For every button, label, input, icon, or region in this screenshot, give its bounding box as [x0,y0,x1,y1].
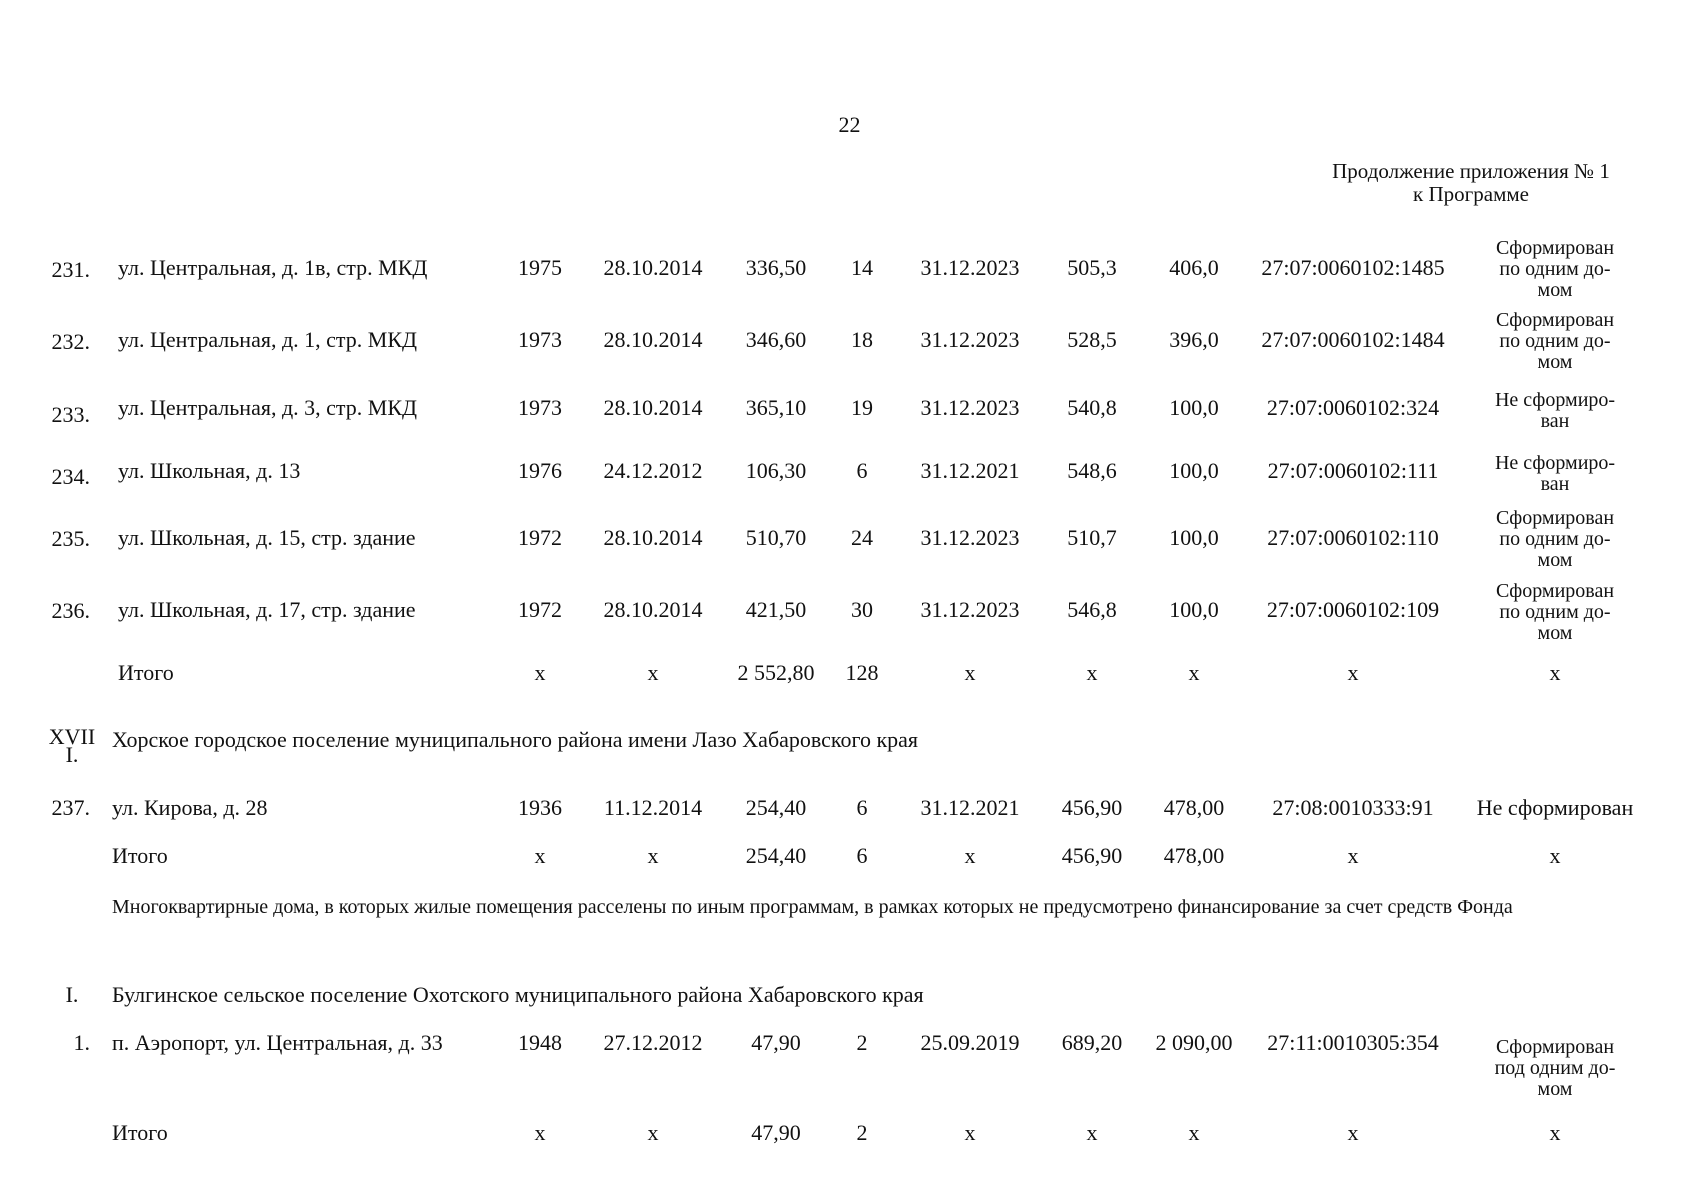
row-address: ул. Кирова, д. 28 [112,795,268,820]
row-year: 1948 [518,1030,562,1055]
row-cadastre: 27:07:0060102:111 [1267,458,1439,483]
row-date: 28.10.2014 [603,395,703,420]
row-status-line: по одним до- [1499,330,1611,352]
total-date: x [647,1120,659,1145]
row-address: п. Аэропорт, ул. Центральная, д. 33 [112,1030,443,1055]
appendix-line-1: Продолжение приложения № 1 [1332,159,1610,183]
row-status-line: мом [1537,279,1573,301]
row-v2: 100,0 [1169,458,1219,483]
total-v1: x [1086,1120,1098,1145]
row-people: 14 [851,255,873,280]
total-year: x [534,660,546,685]
row-area: 510,70 [745,525,807,550]
row-people: 24 [851,525,873,550]
row-v2: 396,0 [1169,327,1219,352]
row-year: 1973 [518,327,562,352]
total-deadline: x [964,660,976,685]
total-date: x [647,843,659,868]
total-area: 47,90 [751,1120,801,1145]
row-cadastre: 27:07:0060102:1485 [1261,255,1445,280]
row-number: 237. [51,795,90,820]
row-v1: 548,6 [1067,458,1117,483]
section-title: Хорское городское поселение муниципального района имени Лазо Хабаровского края [112,727,919,752]
row-status-line: Не сформиро- [1494,389,1616,411]
row-v2: 2 090,00 [1155,1030,1233,1055]
total-area: 2 552,80 [737,660,815,685]
row-number: 236. [51,598,90,623]
row-area: 254,40 [745,795,807,820]
page-number: 22 [838,112,861,137]
total-v1: 456,90 [1061,843,1123,868]
total-cadastre: x [1347,660,1359,685]
total-v2: x [1188,660,1200,685]
row-deadline: 31.12.2023 [920,597,1020,622]
appendix-header [1301,160,1641,206]
row-area: 336,50 [745,255,807,280]
row-year: 1972 [518,597,562,622]
row-status-line: мом [1537,622,1573,644]
total-cadastre: x [1347,843,1359,868]
row-status [1495,1037,1616,1100]
total-cadastre: x [1347,1120,1359,1145]
row-status-line: Сформирован [1495,580,1615,602]
row-v1: 456,90 [1061,795,1123,820]
row-deadline: 31.12.2023 [920,255,1020,280]
row-address: ул. Центральная, д. 1, стр. МКД [118,327,418,352]
row-people: 30 [851,597,873,622]
row-status-line: Сформирован [1495,1036,1615,1058]
row-status-line: Не сформиро- [1494,452,1616,474]
total-v2: 478,00 [1163,843,1225,868]
row-year: 1972 [518,525,562,550]
section-number [48,724,96,767]
total-status: x [1549,843,1561,868]
row-people: 6 [856,458,868,483]
total-people: 2 [856,1120,868,1145]
row-v2: 478,00 [1163,795,1225,820]
row-area: 421,50 [745,597,807,622]
row-v1: 540,8 [1067,395,1117,420]
row-v2: 406,0 [1169,255,1219,280]
total-label: Итого [112,843,168,868]
total-v1: x [1086,660,1098,685]
row-people: 18 [851,327,873,352]
total-status: x [1549,1120,1561,1145]
row-people: 2 [856,1030,868,1055]
row-v2: 100,0 [1169,597,1219,622]
row-address: ул. Школьная, д. 13 [118,458,301,483]
row-status [1496,238,1614,301]
row-address: ул. Школьная, д. 15, стр. здание [118,525,416,550]
row-year: 1975 [518,255,562,280]
row-number: 234. [51,464,90,489]
row-date: 28.10.2014 [603,525,703,550]
total-label: Итого [118,660,174,685]
total-deadline: x [964,843,976,868]
row-v1: 689,20 [1061,1030,1123,1055]
row-date: 24.12.2012 [603,458,703,483]
row-v2: 100,0 [1169,525,1219,550]
total-deadline: x [964,1120,976,1145]
section-title: Булгинское сельское поселение Охотского муниципального района Хабаровского края [112,982,924,1007]
row-address: ул. Школьная, д. 17, стр. здание [118,597,416,622]
row-status-line: мом [1537,1078,1573,1100]
total-v2: x [1188,1120,1200,1145]
row-year: 1936 [518,795,562,820]
note-text: Многоквартирные дома, в которых жилые помещения расселены по иным программам, в рамках которых не предусмотрено финансирование за счет средств Фонда [112,896,1513,918]
row-v2: 100,0 [1169,395,1219,420]
row-date: 28.10.2014 [603,255,703,280]
row-date: 28.10.2014 [603,327,703,352]
section-number-line: I. [65,742,79,767]
total-status: x [1549,660,1561,685]
row-status [1496,581,1614,644]
row-number: 235. [51,526,90,551]
row-cadastre: 27:11:0010305:354 [1267,1030,1439,1055]
total-label: Итого [112,1120,168,1145]
row-status: Не сформирован [1476,795,1634,820]
row-area: 47,90 [751,1030,801,1055]
row-number: 232. [51,329,90,354]
row-date: 28.10.2014 [603,597,703,622]
row-address: ул. Центральная, д. 1в, стр. МКД [118,255,428,280]
section-number: I. [65,982,79,1007]
row-v1: 505,3 [1067,255,1117,280]
row-deadline: 31.12.2023 [920,327,1020,352]
row-cadastre: 27:07:0060102:110 [1267,525,1439,550]
row-area: 346,60 [745,327,807,352]
row-deadline: 31.12.2021 [920,458,1020,483]
row-cadastre: 27:07:0060102:1484 [1261,327,1445,352]
row-deadline: 31.12.2021 [920,795,1020,820]
row-cadastre: 27:07:0060102:109 [1266,597,1440,622]
row-number: 233. [51,402,90,427]
total-people: 6 [856,843,868,868]
row-deadline: 25.09.2019 [920,1030,1020,1055]
row-date: 11.12.2014 [603,795,703,820]
total-area: 254,40 [745,843,807,868]
row-area: 106,30 [745,458,807,483]
row-status-line: ван [1540,410,1570,432]
row-area: 365,10 [745,395,807,420]
row-year: 1976 [518,458,562,483]
row-status-line: ван [1540,473,1570,495]
total-year: x [534,1120,546,1145]
row-status-line: мом [1537,549,1573,571]
appendix-line-2: к Программе [1413,182,1529,206]
row-status-line: Сформирован [1495,507,1615,529]
row-status-line: по одним до- [1499,601,1611,623]
row-status-line: по одним до- [1499,528,1611,550]
total-date: x [647,660,659,685]
row-year: 1973 [518,395,562,420]
row-status-line: под одним до- [1494,1057,1616,1079]
row-number: 1. [73,1030,90,1055]
row-v1: 546,8 [1067,597,1117,622]
total-people: 128 [845,660,879,685]
row-cadastre: 27:08:0010333:91 [1272,795,1434,820]
row-status [1496,508,1614,571]
row-status-line: по одним до- [1499,258,1611,280]
section-number-line: XVII [48,724,96,749]
row-v1: 510,7 [1067,525,1117,550]
row-status [1495,390,1615,432]
row-status [1496,310,1614,373]
row-status [1495,453,1615,495]
row-status-line: мом [1537,351,1573,373]
row-status-line: Сформирован [1495,237,1615,259]
total-year: x [534,843,546,868]
row-cadastre: 27:07:0060102:324 [1266,395,1440,420]
row-number: 231. [51,257,90,282]
row-people: 6 [856,795,868,820]
row-v1: 528,5 [1067,327,1117,352]
row-address: ул. Центральная, д. 3, стр. МКД [118,395,418,420]
row-status-line: Сформирован [1495,309,1615,331]
row-deadline: 31.12.2023 [920,395,1020,420]
row-date: 27.12.2012 [603,1030,703,1055]
row-people: 19 [851,395,873,420]
row-deadline: 31.12.2023 [920,525,1020,550]
